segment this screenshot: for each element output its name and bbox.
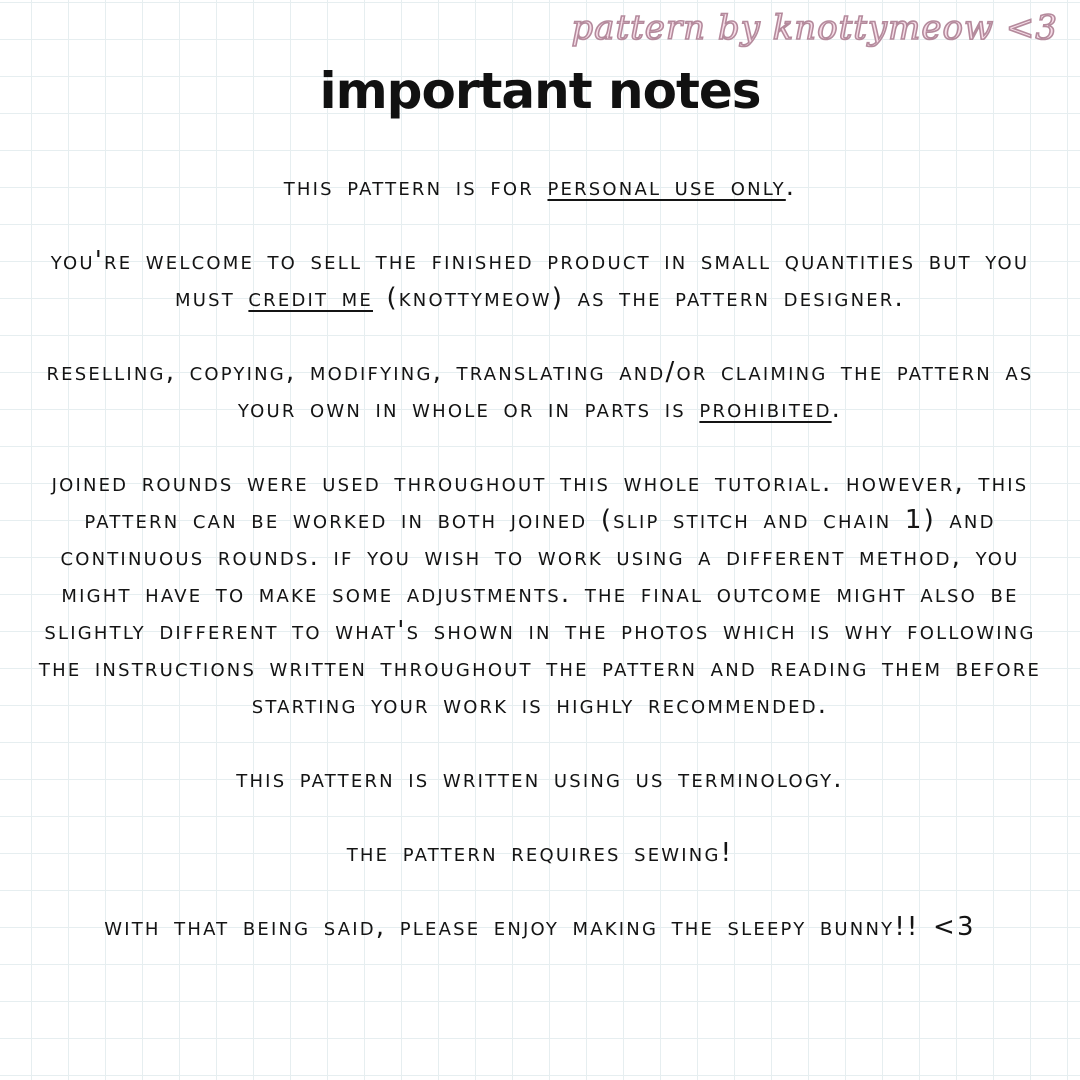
note-rounds: joined rounds were used throughout this whole tutorial. however, this pattern can be worked in both joined (slip stitch and chain 1) and continuous rounds. if you wish to work using a different method, you might have to make some adjustments. the final outcome might also be slightly different to what's shown in the photos which is why following the instructions written throughout the pattern and reading them before starting your work is highly recommended. <box>38 468 1042 720</box>
note-selling <box>20 243 1060 317</box>
note-personal-use <box>20 169 1060 206</box>
note-reselling-end: . <box>831 394 843 424</box>
watermark-signature: pattern by knottymeow <3 <box>571 8 1058 48</box>
personal-use-only-emphasis: personal use only <box>547 172 786 202</box>
credit-me-emphasis: credit me <box>248 283 373 313</box>
prohibited-emphasis: prohibited <box>699 394 832 424</box>
note-selling-end: (knottymeow) as the pattern designer. <box>372 283 905 313</box>
note-personal-use-end: . <box>785 172 797 202</box>
note-reselling-text: reselling, copying, modifying, translating and/or claiming the pattern as your own in whole or in parts is <box>46 357 1034 424</box>
note-reselling <box>20 354 1060 428</box>
note-closing: with that being said, please enjoy making the sleepy bunny!! <3 <box>104 912 976 942</box>
notes-body <box>20 169 1060 983</box>
page-title: important notes <box>319 62 761 120</box>
note-selling-text: you're welcome to sell the finished product in small quantities but you must <box>50 246 1030 313</box>
note-terminology: this pattern is written using us terminology. <box>236 764 844 794</box>
note-personal-use-text: this pattern is for <box>283 172 548 202</box>
note-sewing: the pattern requires sewing! <box>346 838 734 868</box>
